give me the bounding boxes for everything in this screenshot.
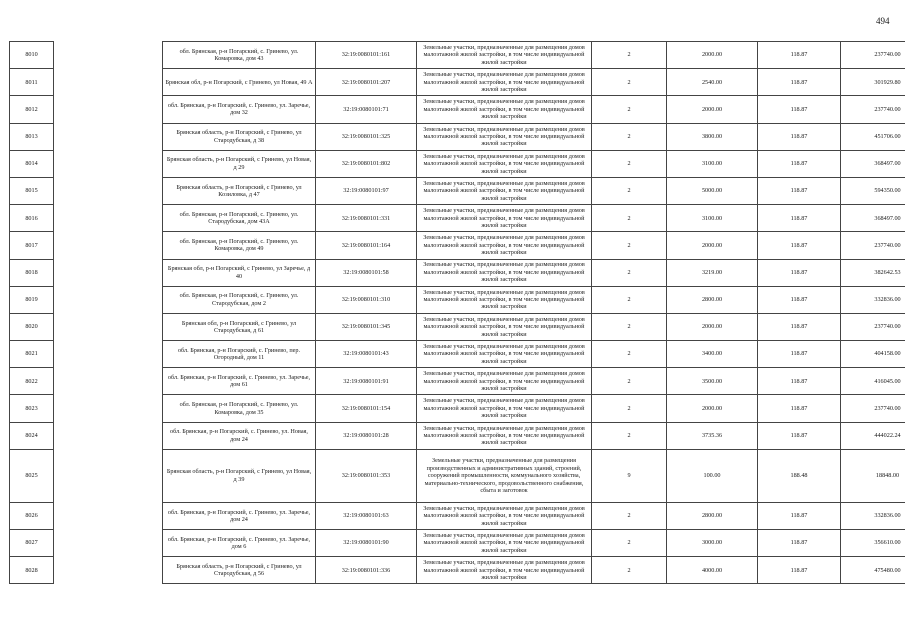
- area-cell: 3000.00: [667, 530, 758, 557]
- category-code-cell: 2: [592, 69, 667, 96]
- address-cell: Брянская область, р-н Погарский, с Гринево, ул Козиловка, д 47: [163, 177, 316, 204]
- cadastral-number-cell: 32:19:0080101:91: [316, 368, 417, 395]
- cadastral-number-cell: 32:19:0080101:90: [316, 530, 417, 557]
- cadastral-value-cell: 368497.00: [841, 205, 905, 232]
- table-row: [10, 259, 905, 286]
- table-row: [10, 422, 905, 449]
- blank-cell: [54, 177, 163, 204]
- cadastral-value-cell: 332836.00: [841, 286, 905, 313]
- row-number-cell: 8023: [10, 395, 54, 422]
- address-cell: обл. Брянская, р-н Погарский, с. Гринево, ул. Заречье, дом 32: [163, 96, 316, 123]
- blank-cell: [54, 232, 163, 259]
- address-cell: обл. Брянская, р-н Погарский, с. Гринево, ул. Заречье, дом 61: [163, 368, 316, 395]
- address-cell: обл. Брянская, р-н Погарский, с. Гринево, ул. Комаровка, дом 49: [163, 232, 316, 259]
- table-row: [10, 232, 905, 259]
- cadastral-value-cell: 237740.00: [841, 313, 905, 340]
- address-cell: Брянская обл, р-н Погарский, с Гринево, ул Стародубская, д 61: [163, 313, 316, 340]
- area-cell: 3800.00: [667, 123, 758, 150]
- area-cell: 5000.00: [667, 177, 758, 204]
- cadastral-value-cell: 475480.00: [841, 557, 905, 584]
- specific-value-cell: 188.48: [758, 449, 841, 502]
- address-cell: Брянская обл, р-н Погарский, с Гринево, ул Новая, 49 А: [163, 69, 316, 96]
- cadastral-number-cell: 32:19:0080101:161: [316, 42, 417, 69]
- land-use-cell: Земельные участки, предназначенные для размещения домов малоэтажной жилой застройки, в том числе индивидуальной жилой застройки: [417, 177, 592, 204]
- cadastral-number-cell: 32:19:0080101:331: [316, 205, 417, 232]
- specific-value-cell: 118.87: [758, 123, 841, 150]
- specific-value-cell: 118.87: [758, 395, 841, 422]
- cadastral-value-cell: 18848.00: [841, 449, 905, 502]
- address-cell: Брянская область, р-н Погарский, с Гринево, ул Стародубская, д 56: [163, 557, 316, 584]
- land-use-cell: Земельные участки, предназначенные для размещения домов малоэтажной жилой застройки, в том числе индивидуальной жилой застройки: [417, 395, 592, 422]
- blank-cell: [54, 395, 163, 422]
- area-cell: 3400.00: [667, 341, 758, 368]
- cadastral-value-cell: 301929.80: [841, 69, 905, 96]
- row-number-cell: 8019: [10, 286, 54, 313]
- specific-value-cell: 118.87: [758, 259, 841, 286]
- table-body: [10, 42, 905, 584]
- area-cell: 2000.00: [667, 96, 758, 123]
- table-row: [10, 557, 905, 584]
- area-cell: 3100.00: [667, 205, 758, 232]
- table-row: [10, 150, 905, 177]
- category-code-cell: 2: [592, 368, 667, 395]
- specific-value-cell: 118.87: [758, 313, 841, 340]
- area-cell: 3500.00: [667, 368, 758, 395]
- category-code-cell: 2: [592, 341, 667, 368]
- cadastral-value-cell: 356610.00: [841, 530, 905, 557]
- row-number-cell: 8016: [10, 205, 54, 232]
- address-cell: Брянская область, р-н Погарский, с Гринево, ул Новая, д 29: [163, 150, 316, 177]
- category-code-cell: 2: [592, 205, 667, 232]
- specific-value-cell: 118.87: [758, 530, 841, 557]
- blank-cell: [54, 502, 163, 529]
- blank-cell: [54, 96, 163, 123]
- table-row: [10, 286, 905, 313]
- area-cell: 2800.00: [667, 286, 758, 313]
- land-use-cell: Земельные участки, предназначенные для размещения домов малоэтажной жилой застройки, в том числе индивидуальной жилой застройки: [417, 123, 592, 150]
- category-code-cell: 2: [592, 123, 667, 150]
- table-row: [10, 313, 905, 340]
- area-cell: 2000.00: [667, 42, 758, 69]
- area-cell: 100.00: [667, 449, 758, 502]
- area-cell: 3735.36: [667, 422, 758, 449]
- specific-value-cell: 118.87: [758, 286, 841, 313]
- cadastral-value-table: [9, 41, 905, 584]
- specific-value-cell: 118.87: [758, 368, 841, 395]
- row-number-cell: 8018: [10, 259, 54, 286]
- cadastral-number-cell: 32:19:0080101:58: [316, 259, 417, 286]
- cadastral-number-cell: 32:19:0080101:164: [316, 232, 417, 259]
- blank-cell: [54, 259, 163, 286]
- address-cell: Брянская обл, р-н Погарский, с Гринево, ул Заречье, д 40: [163, 259, 316, 286]
- blank-cell: [54, 368, 163, 395]
- row-number-cell: 8011: [10, 69, 54, 96]
- row-number-cell: 8022: [10, 368, 54, 395]
- category-code-cell: 2: [592, 395, 667, 422]
- category-code-cell: 2: [592, 557, 667, 584]
- land-use-cell: Земельные участки, предназначенные для размещения домов малоэтажной жилой застройки, в том числе индивидуальной жилой застройки: [417, 232, 592, 259]
- land-use-cell: Земельные участки, предназначенные для размещения домов малоэтажной жилой застройки, в том числе индивидуальной жилой застройки: [417, 96, 592, 123]
- row-number-cell: 8028: [10, 557, 54, 584]
- category-code-cell: 2: [592, 232, 667, 259]
- land-use-cell: Земельные участки, предназначенные для размещения домов малоэтажной жилой застройки, в том числе индивидуальной жилой застройки: [417, 313, 592, 340]
- row-number-cell: 8024: [10, 422, 54, 449]
- address-cell: обл. Брянская, р-н Погарский, с. Гринево, ул. Заречье, дом 24: [163, 502, 316, 529]
- cadastral-number-cell: 32:19:0080101:28: [316, 422, 417, 449]
- land-use-cell: Земельные участки, предназначенные для размещения домов малоэтажной жилой застройки, в том числе индивидуальной жилой застройки: [417, 205, 592, 232]
- area-cell: 2800.00: [667, 502, 758, 529]
- row-number-cell: 8021: [10, 341, 54, 368]
- blank-cell: [54, 341, 163, 368]
- land-use-cell: Земельные участки, предназначенные для размещения домов малоэтажной жилой застройки, в том числе индивидуальной жилой застройки: [417, 286, 592, 313]
- land-use-cell: Земельные участки, предназначенные для размещения домов малоэтажной жилой застройки, в том числе индивидуальной жилой застройки: [417, 422, 592, 449]
- category-code-cell: 2: [592, 259, 667, 286]
- table-row: [10, 123, 905, 150]
- cadastral-number-cell: 32:19:0080101:63: [316, 502, 417, 529]
- category-code-cell: 2: [592, 530, 667, 557]
- address-cell: обл. Брянская, р-н Погарский, с. Гринево, ул. Стародубская, дом 2: [163, 286, 316, 313]
- cadastral-number-cell: 32:19:0080101:207: [316, 69, 417, 96]
- table-row: [10, 395, 905, 422]
- address-cell: обл. Брянская, р-н Погарский, с. Гринево, ул. Комаровка, дом 35: [163, 395, 316, 422]
- blank-cell: [54, 530, 163, 557]
- area-cell: 4000.00: [667, 557, 758, 584]
- blank-cell: [54, 286, 163, 313]
- specific-value-cell: 118.87: [758, 422, 841, 449]
- specific-value-cell: 118.87: [758, 177, 841, 204]
- table-row: [10, 177, 905, 204]
- category-code-cell: 2: [592, 177, 667, 204]
- cadastral-number-cell: 32:19:0080101:353: [316, 449, 417, 502]
- blank-cell: [54, 449, 163, 502]
- specific-value-cell: 118.87: [758, 96, 841, 123]
- row-number-cell: 8014: [10, 150, 54, 177]
- address-cell: Брянская область, р-н Погарский, с Гринево, ул Новая, д 39: [163, 449, 316, 502]
- table-row: [10, 449, 905, 502]
- table-row: [10, 96, 905, 123]
- land-use-cell: Земельные участки, предназначенные для размещения домов малоэтажной жилой застройки, в том числе индивидуальной жилой застройки: [417, 341, 592, 368]
- cadastral-number-cell: 32:19:0080101:97: [316, 177, 417, 204]
- blank-cell: [54, 69, 163, 96]
- cadastral-number-cell: 32:19:0080101:325: [316, 123, 417, 150]
- cadastral-number-cell: 32:19:0080101:336: [316, 557, 417, 584]
- row-number-cell: 8012: [10, 96, 54, 123]
- land-use-cell: Земельные участки, предназначенные для размещения домов малоэтажной жилой застройки, в том числе индивидуальной жилой застройки: [417, 150, 592, 177]
- specific-value-cell: 118.87: [758, 69, 841, 96]
- area-cell: 2000.00: [667, 395, 758, 422]
- cadastral-value-cell: 444022.24: [841, 422, 905, 449]
- land-use-cell: Земельные участки, предназначенные для размещения домов малоэтажной жилой застройки, в том числе индивидуальной жилой застройки: [417, 259, 592, 286]
- row-number-cell: 8015: [10, 177, 54, 204]
- row-number-cell: 8027: [10, 530, 54, 557]
- cadastral-value-cell: 237740.00: [841, 232, 905, 259]
- table-row: [10, 341, 905, 368]
- table-row: [10, 69, 905, 96]
- specific-value-cell: 118.87: [758, 502, 841, 529]
- blank-cell: [54, 205, 163, 232]
- land-use-cell: Земельные участки, предназначенные для размещения домов малоэтажной жилой застройки, в том числе индивидуальной жилой застройки: [417, 530, 592, 557]
- area-cell: 2540.00: [667, 69, 758, 96]
- address-cell: обл. Брянская, р-н Погарский, с. Гринево, ул. Заречье, дом 6: [163, 530, 316, 557]
- cadastral-value-cell: 382642.53: [841, 259, 905, 286]
- land-use-cell: Земельные участки, предназначенные для размещения домов малоэтажной жилой застройки, в том числе индивидуальной жилой застройки: [417, 69, 592, 96]
- row-number-cell: 8017: [10, 232, 54, 259]
- blank-cell: [54, 422, 163, 449]
- table-row: [10, 368, 905, 395]
- cadastral-value-cell: 368497.00: [841, 150, 905, 177]
- area-cell: 2000.00: [667, 313, 758, 340]
- cadastral-value-cell: 237740.00: [841, 96, 905, 123]
- category-code-cell: 2: [592, 150, 667, 177]
- land-use-cell: Земельные участки, предназначенные для размещения производственных и административных зданий, строений, сооружений промышленности, коммунального хозяйства, материально-технического, продовольственного снабжения, сбыта и заготовок: [417, 449, 592, 502]
- cadastral-number-cell: 32:19:0080101:802: [316, 150, 417, 177]
- cadastral-value-cell: 332836.00: [841, 502, 905, 529]
- table-row: [10, 205, 905, 232]
- address-cell: обл. Брянская, р-н Погарский, с. Гринево, ул. Стародубская, дом 43А: [163, 205, 316, 232]
- cadastral-value-cell: 451706.00: [841, 123, 905, 150]
- category-code-cell: 2: [592, 42, 667, 69]
- category-code-cell: 9: [592, 449, 667, 502]
- row-number-cell: 8020: [10, 313, 54, 340]
- cadastral-value-cell: 416045.00: [841, 368, 905, 395]
- blank-cell: [54, 42, 163, 69]
- specific-value-cell: 118.87: [758, 557, 841, 584]
- cadastral-number-cell: 32:19:0080101:310: [316, 286, 417, 313]
- row-number-cell: 8026: [10, 502, 54, 529]
- row-number-cell: 8010: [10, 42, 54, 69]
- area-cell: 2000.00: [667, 232, 758, 259]
- specific-value-cell: 118.87: [758, 42, 841, 69]
- cadastral-value-cell: 404158.00: [841, 341, 905, 368]
- page-number: 494: [876, 16, 890, 26]
- specific-value-cell: 118.87: [758, 150, 841, 177]
- cadastral-value-cell: 594350.00: [841, 177, 905, 204]
- cadastral-number-cell: 32:19:0080101:345: [316, 313, 417, 340]
- area-cell: 3219.00: [667, 259, 758, 286]
- land-use-cell: Земельные участки, предназначенные для размещения домов малоэтажной жилой застройки, в том числе индивидуальной жилой застройки: [417, 557, 592, 584]
- land-use-cell: Земельные участки, предназначенные для размещения домов малоэтажной жилой застройки, в том числе индивидуальной жилой застройки: [417, 368, 592, 395]
- row-number-cell: 8013: [10, 123, 54, 150]
- category-code-cell: 2: [592, 422, 667, 449]
- table-row: [10, 42, 905, 69]
- blank-cell: [54, 123, 163, 150]
- category-code-cell: 2: [592, 313, 667, 340]
- address-cell: обл. Брянская, р-н Погарский, с. Гринево, ул. Новая, дом 24: [163, 422, 316, 449]
- blank-cell: [54, 313, 163, 340]
- table-row: [10, 530, 905, 557]
- category-code-cell: 2: [592, 502, 667, 529]
- cadastral-number-cell: 32:19:0080101:43: [316, 341, 417, 368]
- specific-value-cell: 118.87: [758, 341, 841, 368]
- row-number-cell: 8025: [10, 449, 54, 502]
- specific-value-cell: 118.87: [758, 232, 841, 259]
- cadastral-value-cell: 237740.00: [841, 395, 905, 422]
- land-use-cell: Земельные участки, предназначенные для размещения домов малоэтажной жилой застройки, в том числе индивидуальной жилой застройки: [417, 502, 592, 529]
- address-cell: обл. Брянская, р-н Погарский, с. Гринево, ул. Комаровка, дом 43: [163, 42, 316, 69]
- address-cell: Брянская область, р-н Погарский, с Гринево, ул Стародубская, д 38: [163, 123, 316, 150]
- land-use-cell: Земельные участки, предназначенные для размещения домов малоэтажной жилой застройки, в том числе индивидуальной жилой застройки: [417, 42, 592, 69]
- cadastral-number-cell: 32:19:0080101:154: [316, 395, 417, 422]
- cadastral-value-cell: 237740.00: [841, 42, 905, 69]
- category-code-cell: 2: [592, 96, 667, 123]
- specific-value-cell: 118.87: [758, 205, 841, 232]
- address-cell: обл. Брянская, р-н Погарский, с. Гринево, пер. Огородный, дом 11: [163, 341, 316, 368]
- blank-cell: [54, 557, 163, 584]
- area-cell: 3100.00: [667, 150, 758, 177]
- table-row: [10, 502, 905, 529]
- cadastral-number-cell: 32:19:0080101:71: [316, 96, 417, 123]
- category-code-cell: 2: [592, 286, 667, 313]
- blank-cell: [54, 150, 163, 177]
